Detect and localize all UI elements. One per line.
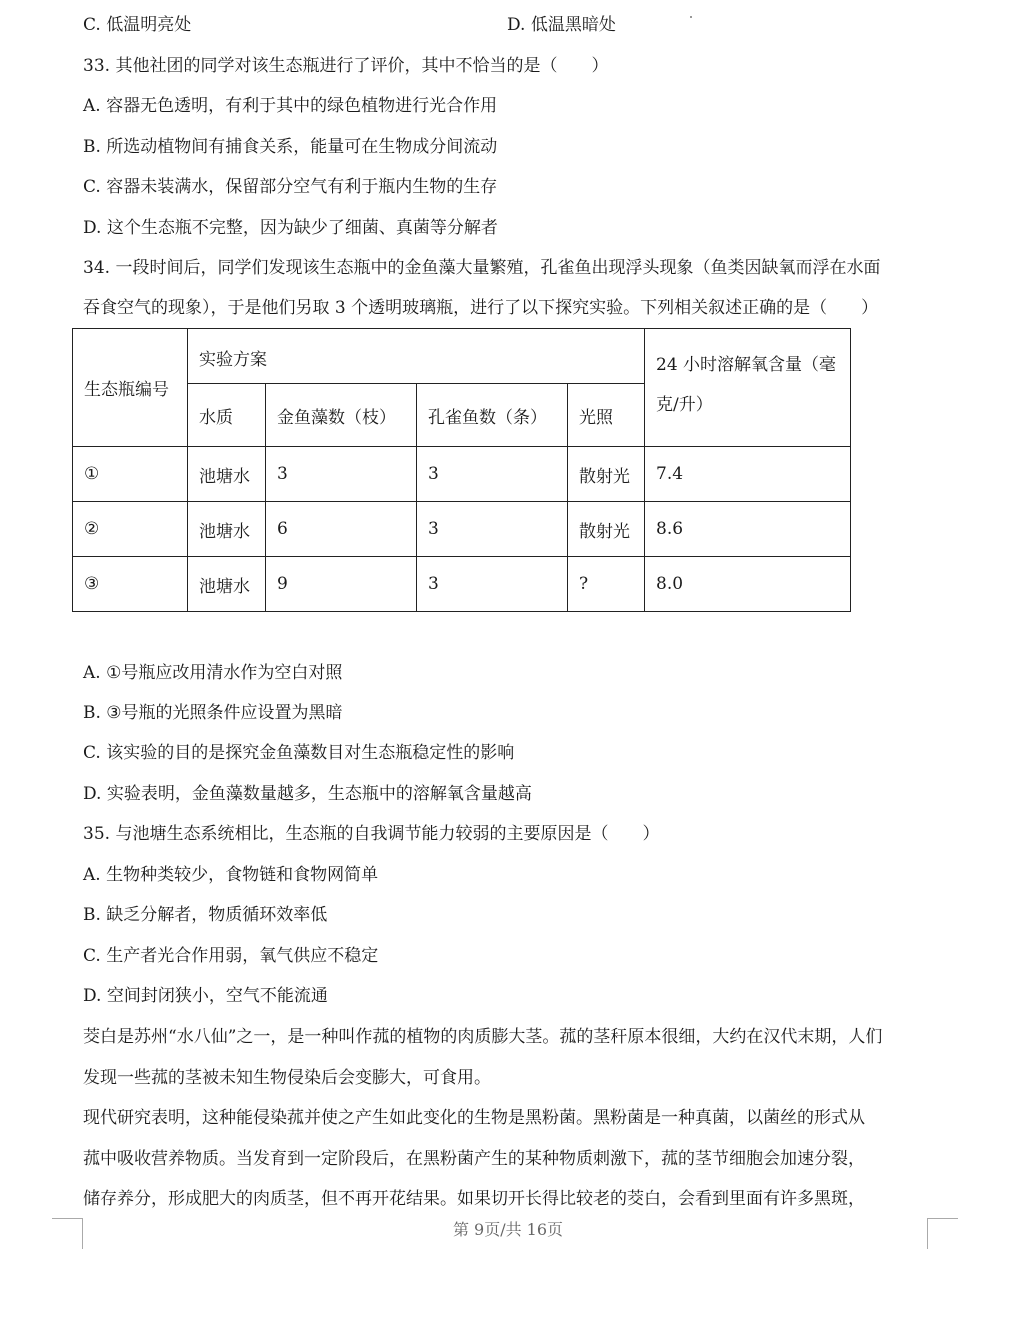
passage-line: 发现一些菰的茎被未知生物侵染后会变膨大，可食用。: [83, 1068, 491, 1088]
q33-stem: 33. 其他社团的同学对该生态瓶进行了评价，其中不恰当的是（ ）: [83, 56, 609, 76]
header-oxygen: 24 小时溶解氧含量（毫克/升）: [645, 329, 851, 447]
passage-line: 现代研究表明，这种能侵染菰并使之产生如此变化的生物是黑粉菌。黑粉菌是一种真菌，以菌丝的形式从: [83, 1108, 865, 1128]
table-row: [73, 502, 851, 557]
option-row-cd: [83, 14, 943, 36]
page-number: 第 9页/共 16页: [452, 1220, 564, 1239]
cell-water: 池塘水: [188, 502, 266, 557]
cell-water: 池塘水: [188, 557, 266, 612]
scan-speck: [690, 16, 692, 18]
q33-option-d: D. 这个生态瓶不完整，因为缺少了细菌、真菌等分解者: [83, 218, 498, 238]
cell-bottle-id: ③: [73, 557, 188, 612]
q35-stem: 35. 与池塘生态系统相比，生态瓶的自我调节能力较弱的主要原因是（ ）: [83, 824, 660, 844]
passage-line: 菰中吸收营养物质。当发育到一定阶段后，在黑粉菌产生的某种物质刺激下，菰的茎节细胞会加速分裂，: [83, 1149, 865, 1169]
experiment-table: [72, 328, 851, 612]
q34-option-b: B. ③号瓶的光照条件应设置为黑暗: [83, 703, 343, 723]
q35-option-c: C. 生产者光合作用弱，氧气供应不稳定: [83, 946, 379, 966]
option-d: D. 低温黑暗处: [507, 15, 616, 35]
header-algae: 金鱼藻数（枝）: [266, 384, 417, 447]
cell-bottle-id: ②: [73, 502, 188, 557]
header-bottle-number: 生态瓶编号: [73, 329, 188, 447]
header-light: 光照: [568, 384, 645, 447]
table-row: [73, 447, 851, 502]
cell-bottle-id: ①: [73, 447, 188, 502]
cell-light: ?: [568, 557, 645, 612]
cell-fish: 3: [417, 557, 568, 612]
cell-algae: 9: [266, 557, 417, 612]
q34-stem-line1: 34. 一段时间后，同学们发现该生态瓶中的金鱼藻大量繁殖，孔雀鱼出现浮头现象（鱼类因缺氧而浮在水面: [83, 258, 881, 278]
passage-line: 茭白是苏州“水八仙”之一，是一种叫作菰的植物的肉质膨大茎。菰的茎秆原本很细，大约在汉代末期，人们: [83, 1027, 883, 1047]
q33-option-c: C. 容器未装满水，保留部分空气有利于瓶内生物的生存: [83, 177, 498, 197]
q34-option-c: C. 该实验的目的是探究金鱼藻数目对生态瓶稳定性的影响: [83, 743, 515, 763]
cell-water: 池塘水: [188, 447, 266, 502]
q35-option-a: A. 生物种类较少，食物链和食物网简单: [83, 865, 379, 885]
cell-oxygen: 8.6: [645, 502, 851, 557]
cell-fish: 3: [417, 447, 568, 502]
q34-option-d: D. 实验表明，金鱼藻数量越多，生态瓶中的溶解氧含量越高: [83, 784, 532, 804]
q35-option-b: B. 缺乏分解者，物质循环效率低: [83, 905, 328, 925]
cell-fish: 3: [417, 502, 568, 557]
header-plan: 实验方案: [188, 329, 645, 384]
q33-option-b: B. 所选动植物间有捕食关系，能量可在生物成分间流动: [83, 137, 498, 157]
cell-oxygen: 8.0: [645, 557, 851, 612]
cell-oxygen: 7.4: [645, 447, 851, 502]
q34-option-a: A. ①号瓶应改用清水作为空白对照: [83, 663, 343, 683]
q33-option-a: A. 容器无色透明，有利于其中的绿色植物进行光合作用: [83, 96, 498, 116]
q34-stem-line2: 吞食空气的现象），于是他们另取 3 个透明玻璃瓶，进行了以下探究实验。下列相关叙述正确的是（ ）: [83, 298, 879, 318]
cell-light: 散射光: [568, 502, 645, 557]
cell-light: 散射光: [568, 447, 645, 502]
table-row: [73, 557, 851, 612]
table-header-row-1: [73, 329, 851, 384]
passage-line: 储存养分，形成肥大的肉质茎，但不再开花结果。如果切开长得比较老的茭白，会看到里面有许多黑斑，: [83, 1189, 865, 1209]
option-c: C. 低温明亮处: [83, 15, 192, 35]
q35-option-d: D. 空间封闭狭小，空气不能流通: [83, 986, 328, 1006]
cell-algae: 3: [266, 447, 417, 502]
header-water: 水质: [188, 384, 266, 447]
cell-algae: 6: [266, 502, 417, 557]
header-fish: 孔雀鱼数（条）: [417, 384, 568, 447]
